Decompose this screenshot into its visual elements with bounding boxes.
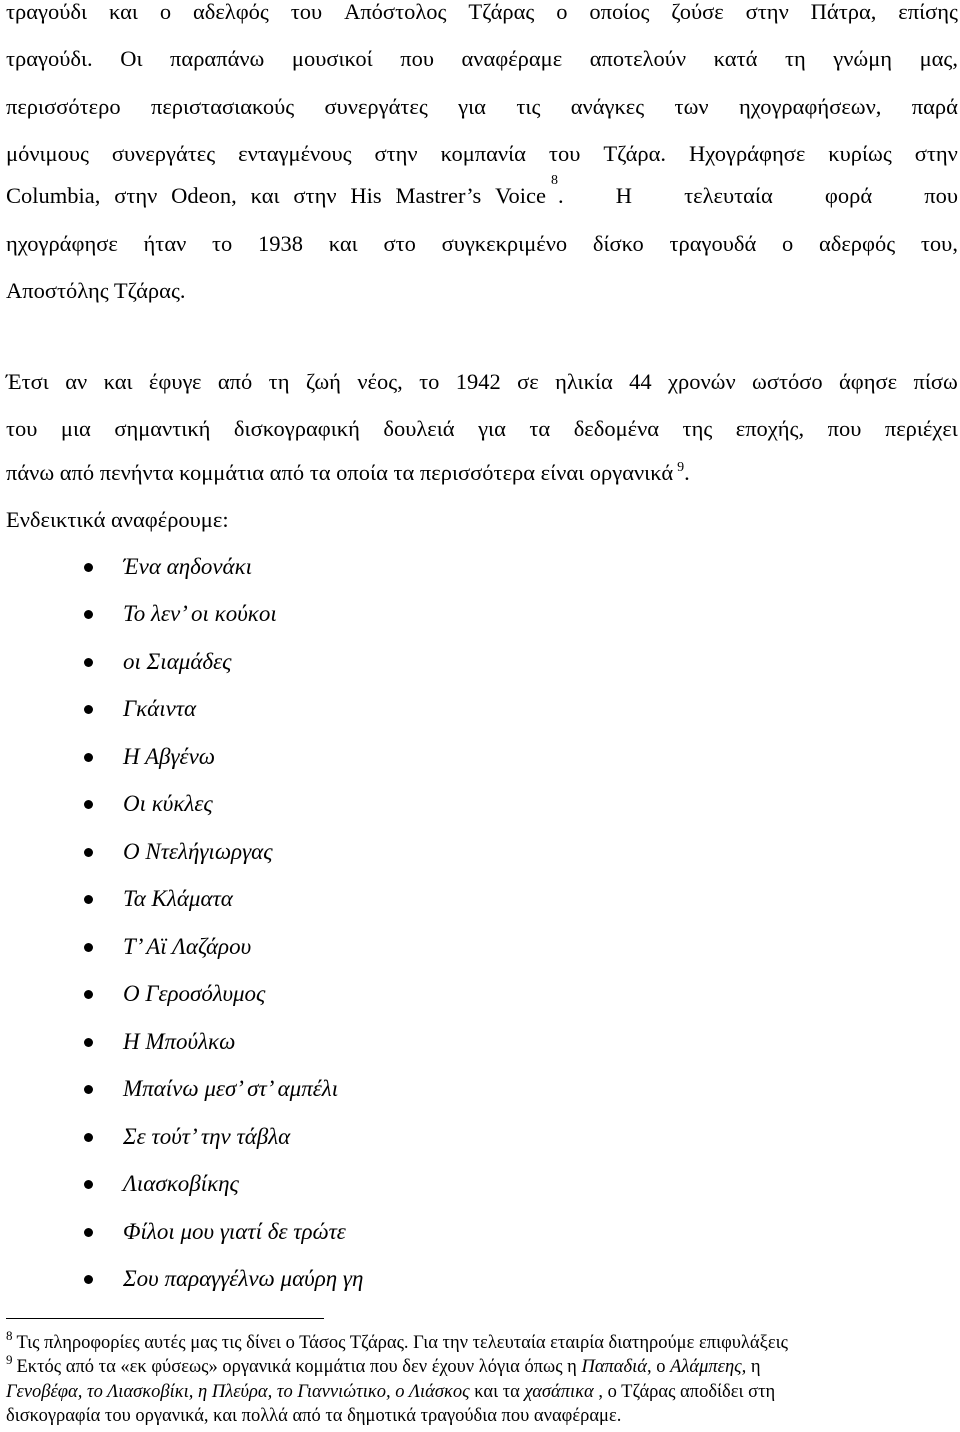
bullet-icon — [84, 990, 93, 999]
footnote-9-continued — [6, 1405, 958, 1428]
paragraph2-line-with-footnote-ref — [6, 458, 690, 488]
word: ζωή — [305, 369, 341, 394]
word: περιέχει — [884, 416, 958, 441]
word: τραγούδι — [6, 0, 88, 24]
word: περιστασιακούς — [150, 94, 295, 119]
word: περισσότερο — [6, 94, 121, 119]
word: αναφέραμε — [461, 46, 563, 71]
list-item — [80, 931, 251, 963]
line3-text: πάνω από πενήντα κομμάτια από τα οποία τα περισσότερα είναι οργανικά — [6, 460, 674, 485]
word: Τζάρας — [468, 0, 535, 24]
footnote-ref-8: 8 — [551, 173, 558, 188]
list-item — [80, 1216, 346, 1248]
word: Mastrer’s — [395, 183, 482, 208]
word: στην — [914, 141, 958, 166]
paragraph1-last-line: Αποστόλης Τζάρας. — [6, 278, 186, 303]
word: δουλειά — [383, 416, 455, 441]
word: τραγουδά — [669, 231, 757, 256]
word: κομπανία — [440, 141, 526, 166]
list-item — [80, 978, 265, 1010]
word: ο — [781, 231, 794, 256]
word: συνεργάτες — [324, 94, 428, 119]
word: φορά — [824, 183, 873, 208]
paragraph2-line — [6, 414, 958, 444]
word: έφυγε — [148, 369, 202, 394]
word: ηχογράφησε — [6, 231, 118, 256]
word: της — [682, 416, 713, 441]
list-item — [80, 1263, 363, 1295]
footnote-9-continued — [6, 1381, 958, 1404]
bullet-icon — [84, 563, 93, 572]
footnote-8 — [6, 1328, 958, 1355]
line3-tail: . — [684, 460, 690, 485]
word: ηλικία — [555, 369, 613, 394]
word: ζούσε — [671, 0, 724, 24]
word: πίσω — [913, 369, 958, 394]
bullet-icon — [84, 1275, 93, 1284]
word: αδερφός — [818, 231, 896, 256]
paragraph2-line — [6, 367, 958, 397]
word: χρονών — [668, 369, 736, 394]
word: το — [419, 369, 440, 394]
word: ανάγκες — [570, 94, 645, 119]
word: νέος, — [357, 369, 403, 394]
song-title: Μπαίνω μεσ’ στ’ αμπέλι — [123, 1076, 339, 1101]
song-title: Οι κύκλες — [123, 791, 213, 816]
paragraph1-line — [6, 0, 958, 27]
list-item — [80, 1168, 239, 1200]
word: στην — [745, 0, 789, 24]
bullet-icon — [84, 895, 93, 904]
word: για — [478, 416, 506, 441]
footnote-ref-9: 9 — [677, 460, 685, 475]
word: Odeon, — [171, 183, 237, 208]
footnote-number: 8 — [6, 1328, 13, 1343]
word: του — [6, 416, 38, 441]
footnote-text: και τα — [469, 1382, 525, 1402]
word: αδελφός — [192, 0, 269, 24]
song-title: Ένα αηδονάκι — [123, 554, 253, 579]
word: τελευταία — [684, 183, 773, 208]
song-title: Το λεν’ οι κούκοι — [123, 601, 277, 626]
paragraph1-line — [6, 44, 958, 74]
list-item — [80, 646, 231, 678]
word: για — [458, 94, 486, 119]
bullet-icon — [84, 1085, 93, 1094]
word: στην — [293, 183, 337, 208]
word: του, — [920, 231, 958, 256]
song-title: Η Αβγένω — [123, 744, 216, 769]
word: Voice — [495, 183, 546, 208]
word: 1938 — [258, 231, 304, 256]
word: που — [400, 46, 434, 71]
bullet-icon — [84, 705, 93, 714]
word: τα — [529, 416, 551, 441]
word: ενταγμένους — [238, 141, 352, 166]
word: και — [250, 183, 280, 208]
word: ηχογραφήσεων, — [738, 94, 882, 119]
word: γνώμη — [833, 46, 893, 71]
line5-tail — [558, 181, 958, 211]
song-title: Γκάιντα — [123, 696, 197, 721]
footnote-separator — [6, 1318, 324, 1319]
word: αποτελούν — [589, 46, 687, 71]
word: τη — [268, 369, 290, 394]
bullet-icon — [84, 1180, 93, 1189]
bullet-icon — [84, 753, 93, 762]
footnote-text: Τις πληροφορίες αυτές μας τις δίνει ο Τάσος Τζάρας. Για την τελευταία εταιρία διατηρούμε επιφυλάξεις — [16, 1333, 788, 1353]
word: από — [217, 369, 253, 394]
bullet-icon — [84, 610, 93, 619]
paragraph1-line — [6, 92, 958, 122]
word: Ηχογράφησε — [689, 141, 806, 166]
word: στην — [114, 183, 158, 208]
word: ο — [159, 0, 172, 24]
word: δίσκο — [592, 231, 644, 256]
word: του — [548, 141, 581, 166]
word: Οι — [120, 46, 143, 71]
word: Η — [615, 183, 632, 208]
word: δισκογραφική — [233, 416, 360, 441]
word: Πάτρα, — [810, 0, 877, 24]
bullet-icon — [84, 1228, 93, 1237]
song-title: Φίλοι μου γιατί δε τρώτε — [123, 1219, 346, 1244]
list-item — [80, 883, 233, 915]
word: στην — [374, 141, 418, 166]
bullet-icon — [84, 800, 93, 809]
word: και — [108, 0, 138, 24]
list-item — [80, 1026, 235, 1058]
list-item — [80, 693, 196, 725]
word: σημαντική — [114, 416, 211, 441]
word: που — [827, 416, 862, 441]
song-title: Σου παραγγέλνω μαύρη γη — [123, 1266, 364, 1291]
list-intro: Ενδεικτικά αναφέρουμε: — [6, 507, 229, 532]
word: συνεργάτες — [111, 141, 216, 166]
word: Απόστολος — [344, 0, 447, 24]
word: των — [674, 94, 709, 119]
footnote-text: η — [746, 1357, 761, 1377]
word: Έτσι — [6, 369, 49, 394]
song-title: Τ’ Αϊ Λαζάρου — [123, 934, 252, 959]
word: παραπάνω — [170, 46, 265, 71]
word: μουσικοί — [291, 46, 373, 71]
song-title: Ο Γεροσόλυμος — [123, 981, 266, 1006]
word: μόνιμους — [6, 141, 89, 166]
word: 44 — [629, 369, 652, 394]
paragraph1-line-with-footnote-ref — [6, 173, 958, 211]
word: τις — [516, 94, 541, 119]
list-item — [80, 741, 215, 773]
paragraph1-line5-lead — [6, 173, 558, 211]
song-title: οι Σιαμάδες — [123, 649, 232, 674]
word: που — [924, 183, 958, 208]
word: στο — [383, 231, 416, 256]
word: άφησε — [839, 369, 898, 394]
word: επίσης — [898, 0, 958, 24]
word: κατά — [713, 46, 758, 71]
footnote-italic: χασάπικα — [524, 1382, 594, 1402]
word: κυρίως — [828, 141, 892, 166]
song-title: Τα Κλάματα — [123, 886, 233, 911]
word: ωστόσο — [752, 369, 823, 394]
word: Columbia, — [6, 183, 101, 208]
word: Τζάρα. — [603, 141, 667, 166]
bullet-icon — [84, 1038, 93, 1047]
paragraph1-line — [6, 139, 958, 169]
line5-text — [6, 181, 546, 211]
bullet-icon — [84, 1133, 93, 1142]
song-title: Λιασκοβίκης — [123, 1171, 239, 1196]
word: το — [212, 231, 233, 256]
footnote-italic: Γενοβέφα, το Λιασκοβίκι, η Πλεύρα, το Γιαννιώτικο, ο Λιάσκος — [6, 1382, 470, 1402]
song-title: Ο Ντελήγιωργας — [123, 839, 273, 864]
footnote-text: , ο Τζάρας αποδίδει στη — [593, 1382, 776, 1402]
footnote-italic: Αλάμπεης, — [670, 1357, 747, 1377]
word: . — [558, 183, 564, 208]
word: δεδομένα — [573, 416, 660, 441]
footnote-9 — [6, 1352, 958, 1379]
word: εποχής, — [735, 416, 805, 441]
list-item — [80, 1073, 338, 1105]
footnote-text: Εκτός από τα «εκ φύσεως» οργανικά κομμάτια που δεν έχουν λόγια όπως η — [16, 1357, 582, 1377]
word: 1942 — [455, 369, 501, 394]
word: ο — [556, 0, 568, 24]
list-item — [80, 836, 273, 868]
word: παρά — [911, 94, 958, 119]
footnote-text: δισκογραφία του οργανικά, και πολλά από τα δημοτικά τραγούδια που αναφέραμε. — [6, 1406, 622, 1426]
word: His — [350, 183, 382, 208]
song-title: Η Μπούλκω — [123, 1029, 236, 1054]
paragraph1-line — [6, 229, 958, 259]
bullet-icon — [84, 943, 93, 952]
word: συγκεκριμένο — [441, 231, 568, 256]
bullet-icon — [84, 658, 93, 667]
word: μας, — [919, 46, 958, 71]
list-item — [80, 551, 252, 583]
list-item — [80, 788, 213, 820]
word: και — [328, 231, 358, 256]
word: και — [103, 369, 133, 394]
word: ήταν — [143, 231, 187, 256]
footnote-text: , ο — [646, 1357, 671, 1377]
footnote-italic: Παπαδιά — [581, 1357, 647, 1377]
list-item — [80, 598, 277, 630]
word: τη — [784, 46, 806, 71]
song-title: Σε τούτ’ την τάβλα — [123, 1124, 291, 1149]
list-item — [80, 1121, 290, 1153]
word: τραγούδι. — [6, 46, 93, 71]
bullet-icon — [84, 848, 93, 857]
word: σε — [517, 369, 539, 394]
word: μια — [60, 416, 91, 441]
word: οποίος — [589, 0, 650, 24]
footnote-number: 9 — [6, 1352, 13, 1367]
word: αν — [65, 369, 88, 394]
word: του — [290, 0, 323, 24]
